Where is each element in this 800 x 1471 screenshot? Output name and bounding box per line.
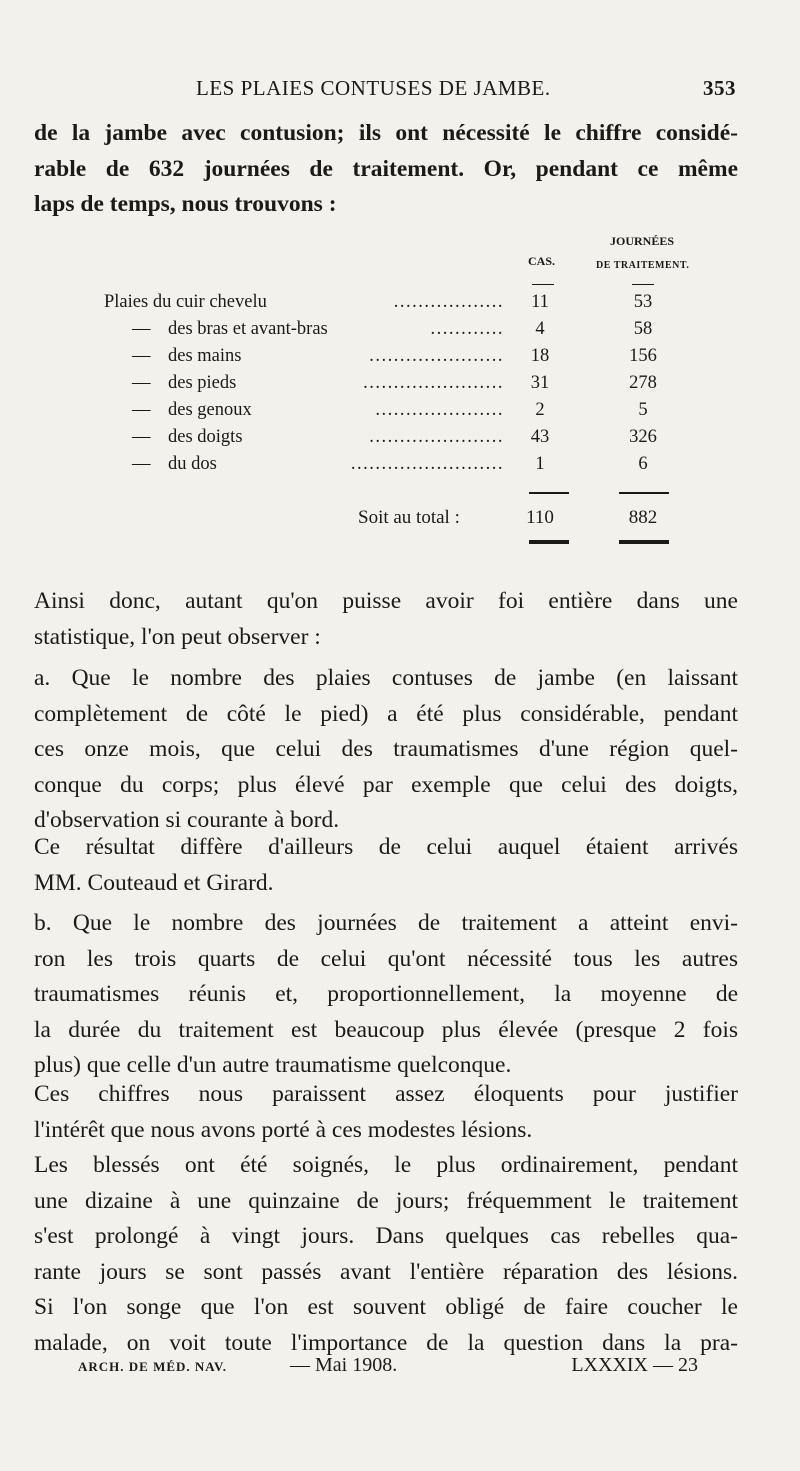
paragraph bbox=[34, 1077, 738, 1148]
text-line: complètement de côté le pied) a été plus considérable, pendant bbox=[34, 700, 738, 727]
text-line: plus) que celle d'un autre traumatisme quelconque. bbox=[34, 1052, 512, 1078]
table-row bbox=[0, 400, 800, 426]
row-jours: 53 bbox=[633, 292, 653, 312]
total-cas: 110 bbox=[526, 507, 554, 528]
text-line: a. Que le nombre des plaies contuses de jambe (en laissant bbox=[34, 665, 738, 691]
row-label: des mains bbox=[168, 346, 242, 366]
row-cas: 31 bbox=[530, 373, 550, 393]
row-lead-dash: — bbox=[132, 427, 151, 447]
row-lead-dash: — bbox=[132, 454, 151, 474]
row-lead-dash: — bbox=[132, 346, 151, 366]
row-label: Plaies du cuir chevelu bbox=[104, 292, 267, 312]
footer-volume: LXXXIX — 23 bbox=[571, 1354, 698, 1376]
text-line: laps de temps, nous trouvons : bbox=[34, 191, 337, 217]
dot-leader: ..................... bbox=[375, 400, 504, 420]
paragraph bbox=[34, 830, 738, 901]
dot-leader: ............ bbox=[430, 319, 504, 339]
text-line: rante jours se sont passés avant l'entière réparation des lésions. bbox=[34, 1258, 738, 1285]
row-jours: 5 bbox=[638, 400, 648, 420]
row-jours: 58 bbox=[633, 319, 653, 339]
row-cas: 43 bbox=[530, 427, 550, 447]
row-cas: 11 bbox=[531, 292, 549, 312]
paragraph-a bbox=[34, 661, 738, 839]
table-row bbox=[0, 292, 800, 318]
text-line: Ce résultat diffère d'ailleurs de celui auquel étaient arrivés bbox=[34, 834, 738, 860]
text-line: la durée du traitement est beaucoup plus élevée (presque 2 fois bbox=[34, 1016, 738, 1043]
column-header-traitement: DE TRAITEMENT. bbox=[596, 260, 690, 271]
text-line: ron les trois quarts de celui qu'ont nécessité tous les autres bbox=[34, 945, 738, 972]
column-header-cas: CAS. bbox=[528, 254, 556, 268]
text-line: Les blessés ont été soignés, le plus ordinairement, pendant bbox=[34, 1152, 738, 1178]
dot-leader: ...................... bbox=[369, 346, 504, 366]
table-row bbox=[0, 346, 800, 372]
row-label: des genoux bbox=[168, 400, 252, 420]
paragraph bbox=[34, 1148, 738, 1361]
text-line: l'intérêt que nous avons porté à ces modestes lésions. bbox=[34, 1116, 533, 1143]
text-line: une dizaine à une quinzaine de jours; fréquemment le traitement bbox=[34, 1187, 738, 1214]
footer-date: — Mai 1908. bbox=[290, 1354, 398, 1376]
table-row bbox=[0, 373, 800, 399]
footer-source: ARCH. DE MÉD. NAV. bbox=[78, 1359, 227, 1374]
row-cas: 1 bbox=[535, 454, 545, 474]
sum-rule bbox=[529, 492, 569, 494]
total-jours: 882 bbox=[628, 507, 658, 528]
row-jours: 156 bbox=[629, 346, 657, 366]
row-cas: 4 bbox=[535, 319, 545, 339]
row-label: des pieds bbox=[168, 373, 237, 393]
row-lead-dash: — bbox=[132, 319, 151, 339]
running-title: LES PLAIES CONTUSES DE JAMBE. bbox=[196, 76, 551, 100]
row-cas: 18 bbox=[530, 346, 550, 366]
text-line: Ainsi donc, autant qu'on puisse avoir foi entière dans une bbox=[34, 588, 738, 614]
paragraph-b bbox=[34, 906, 738, 1084]
total-rule bbox=[619, 540, 669, 544]
row-label: du dos bbox=[168, 454, 217, 474]
running-header bbox=[36, 76, 736, 106]
header-dash bbox=[632, 284, 654, 285]
row-jours: 6 bbox=[638, 454, 648, 474]
column-header-journees: JOURNÉES bbox=[610, 234, 675, 248]
dot-leader: .................. bbox=[393, 292, 504, 312]
row-jours: 326 bbox=[629, 427, 657, 447]
text-line: d'observation si courante à bord. bbox=[34, 807, 340, 833]
text-line: Si l'on songe que l'on est souvent obligé de faire coucher le bbox=[34, 1294, 738, 1320]
text-line: ces onze mois, que celui des traumatismes d'une région quel- bbox=[34, 736, 738, 762]
text-line: statistique, l'on peut observer : bbox=[34, 623, 321, 650]
text-line: traumatismes réunis et, proportionnellement, la moyenne de bbox=[34, 981, 738, 1007]
text-line: malade, on voit toute l'importance de la question dans la pra- bbox=[34, 1329, 738, 1356]
intro-paragraph bbox=[34, 116, 738, 223]
text-line: rable de 632 journées de traitement. Or, pendant ce même bbox=[34, 155, 738, 182]
page-number: 353 bbox=[703, 76, 736, 100]
row-jours: 278 bbox=[629, 373, 657, 393]
text-line: conque du corps; plus élevé par exemple que celui des doigts, bbox=[34, 771, 738, 798]
text-line: MM. Couteaud et Girard. bbox=[34, 869, 274, 896]
table-row bbox=[0, 319, 800, 345]
statistics-table bbox=[0, 220, 800, 550]
header-dash bbox=[532, 284, 554, 285]
text-line: Ces chiffres nous paraissent assez éloquents pour justifier bbox=[34, 1081, 738, 1107]
row-lead-dash: — bbox=[132, 373, 151, 393]
table-row bbox=[0, 427, 800, 453]
dot-leader: ...................... bbox=[369, 427, 504, 447]
total-rule bbox=[529, 540, 569, 544]
text-line: de la jambe avec contusion; ils ont nécessité le chiffre considé- bbox=[34, 120, 738, 146]
row-cas: 2 bbox=[535, 400, 545, 420]
dot-leader: ....................... bbox=[363, 373, 504, 393]
row-label: des doigts bbox=[168, 427, 243, 447]
text-line: s'est prolongé à vingt jours. Dans quelques cas rebelles qua- bbox=[34, 1223, 738, 1249]
table-row bbox=[0, 454, 800, 480]
row-label: des bras et avant-bras bbox=[168, 319, 328, 339]
sum-rule bbox=[619, 492, 669, 494]
paragraph bbox=[34, 584, 738, 655]
dot-leader: ......................... bbox=[350, 454, 504, 474]
row-lead-dash: — bbox=[132, 400, 151, 420]
total-label: Soit au total : bbox=[358, 507, 460, 528]
page-footer bbox=[78, 1354, 698, 1382]
text-line: b. Que le nombre des journées de traitement a atteint envi- bbox=[34, 910, 738, 936]
